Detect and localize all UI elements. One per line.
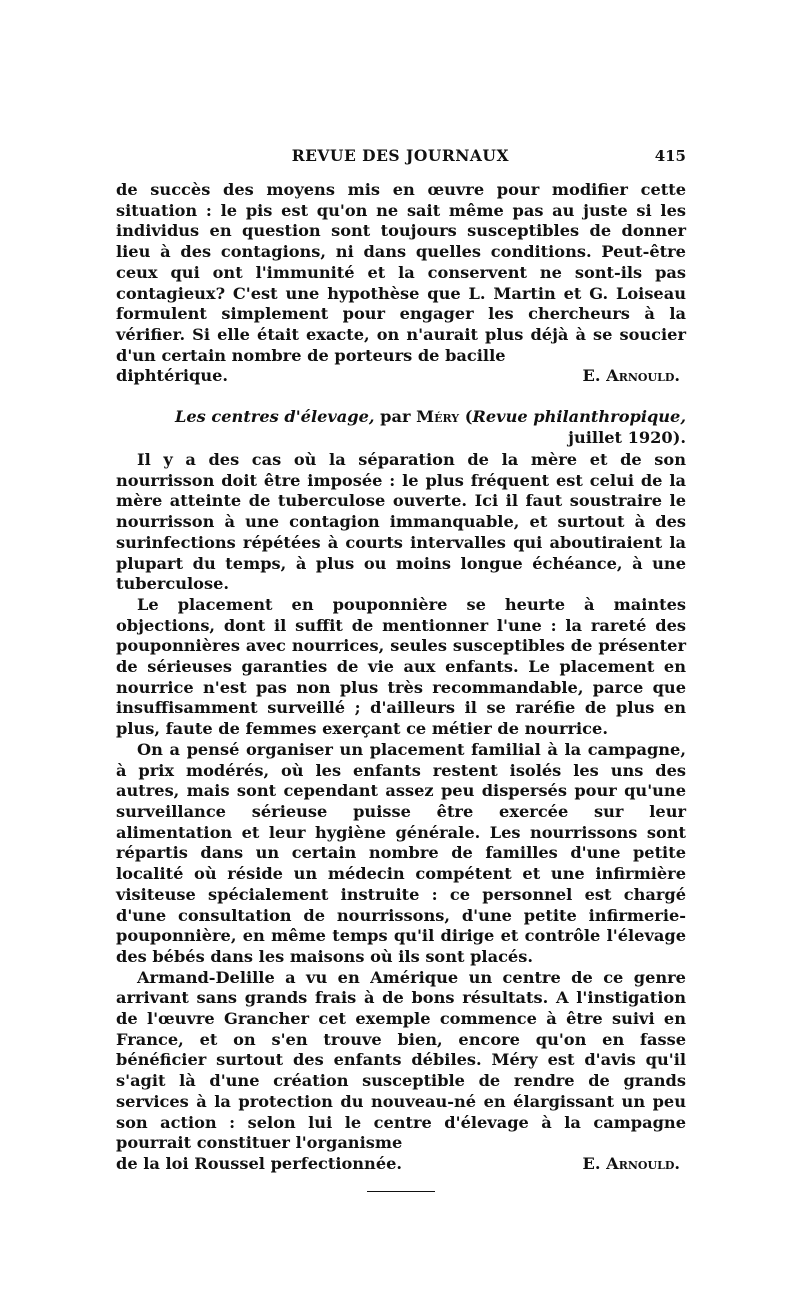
- article1-last-line: diphtérique.: [116, 366, 229, 386]
- article2-paragraph: Il y a des cas où la séparation de la mère et de son nourrisson doit être imposée : le plus fréquent est celui de la mère atteinte de tuberculose ouverte. Ici il faut soustraire le nourrisson à une contagion immanquable, et surtout à des surinfections répétées à courts intervalles qui aboutiraient la plupart du temps, à plus ou moins longue échéance, à une tuberculose.: [116, 450, 686, 594]
- article1-signature: E. Arnould.: [582, 366, 680, 386]
- article2-date: juillet 1920).: [568, 428, 686, 448]
- page: [116, 146, 686, 1192]
- article2-paragraph: Le placement en pouponnière se heurte à maintes objections, dont il suffit de mentionner l'une : la rareté des pouponnières avec nourrices, seules susceptibles de présenter de sérieuses garanties de vie aux enfants. Le placement en nourrice n'est pas non plus très recommandable, parce que insuffisamment surveillé ; d'ailleurs il se raréfie de plus en plus, faute de femmes exerçant ce métier de nourrice.: [116, 594, 686, 739]
- article2-closing-line: [116, 1154, 686, 1175]
- article2-heading: [116, 406, 686, 448]
- article2-by: par: [374, 407, 417, 427]
- article2-open-paren: (: [459, 407, 473, 427]
- article2-title: Les centres d'élevage,: [174, 407, 375, 427]
- end-rule: [367, 1191, 435, 1192]
- running-title: REVUE DES JOURNAUX: [291, 146, 509, 165]
- running-header: [116, 146, 686, 170]
- article1-continuation: de succès des moyens mis en œuvre pour modifier cette situation : le pis est qu'on ne sait même pas au juste si les individus en question sont toujours susceptibles de donner lieu à des contagions, ni dans quelles conditions. Peut-être ceux qui ont l'immunité et la conservent ne sont-ils pas contagieux? C'est une hypothèse que L. Martin et G. Loiseau formulent simplement pour engager les chercheurs à la vérifier. Si elle était exacte, on n'aurait plus déjà à se soucier d'un certain nombre de porteurs de bacille: [116, 180, 686, 365]
- article2-paragraph: Armand-Delille a vu en Amérique un centre de ce genre arrivant sans grands frais à de bons résultats. A l'instigation de l'œuvre Grancher cet exemple commence à être suivi en France, et on s'en trouve bien, encore qu'on en fasse bénéficier surtout des enfants débiles. Méry est d'avis qu'il s'agit là d'une création susceptible de rendre de grands services à la protection du nouveau-né en élargissant un peu son action : selon lui le centre d'élevage à la campagne pourrait constituer l'organisme: [116, 967, 686, 1153]
- article2-paragraph: On a pensé organiser un placement familial à la campagne, à prix modérés, où les enfants restent isolés les uns des autres, mais sont cependant assez peu dispersés pour qu'une surveillance sérieuse puisse être exercée sur leur alimentation et leur hygiène générale. Les nourrissons sont répartis dans un certain nombre de familles d'une petite localité où réside un médecin compétent et une infirmière visiteuse spécialement instruite : ce personnel est chargé d'une consultation de nourrissons, d'une petite infirmerie-pouponnière, en même temps qu'il dirige et contrôle l'élevage des bébés dans les maisons où ils sont placés.: [116, 739, 686, 966]
- page-number: 415: [654, 147, 686, 165]
- article2-journal: Revue philanthropique,: [472, 407, 686, 427]
- article2-author: Méry: [416, 407, 460, 427]
- article2-signature: E. Arnould.: [582, 1153, 680, 1173]
- article2-last-line: de la loi Roussel perfectionnée.: [116, 1153, 403, 1173]
- article1-closing-line: [116, 366, 686, 387]
